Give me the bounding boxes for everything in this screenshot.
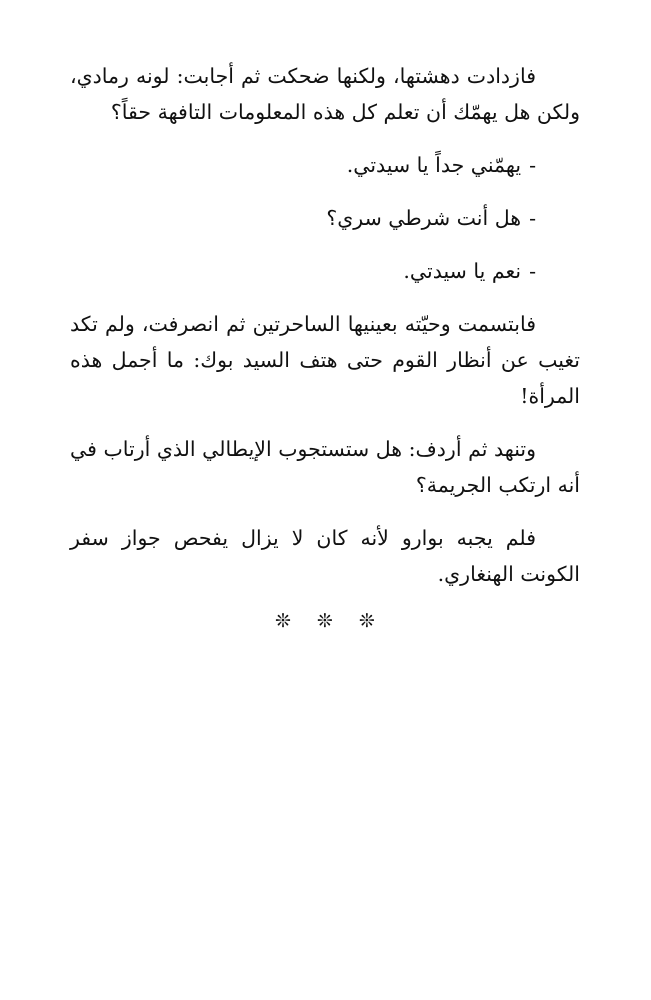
- separator-star-icon: ❊: [358, 610, 375, 632]
- separator-star-icon: ❊: [317, 610, 333, 632]
- dialogue-text: هل أنت شرطي سري؟: [326, 206, 522, 230]
- dialogue-text: نعم يا سيدتي.: [403, 259, 522, 283]
- dialogue-text: يهمّني جداً يا سيدتي.: [346, 153, 522, 177]
- dialogue-line-1: [70, 147, 580, 183]
- paragraph-narration-1: [70, 58, 580, 130]
- section-separator: [70, 609, 580, 633]
- paragraph-narration-2: [70, 306, 580, 414]
- dialogue-line-2: [70, 200, 580, 236]
- paragraph-narration-4: [70, 520, 580, 592]
- book-page: [70, 58, 580, 633]
- dialogue-dash: -: [529, 206, 536, 230]
- paragraph-text: فابتسمت وحيّته بعينيها الساحرتين ثم انصرفت، ولم تكد تغيب عن أنظار القوم حتى هتف السيد بوك: ما أجمل هذه المرأة!: [70, 312, 580, 408]
- paragraph-text: فلم يجبه بوارو لأنه كان لا يزال يفحص جواز سفر الكونت الهنغاري.: [70, 526, 580, 586]
- paragraph-text: وتنهد ثم أردف: هل ستستجوب الإيطالي الذي أرتاب في أنه ارتكب الجريمة؟: [70, 437, 580, 497]
- paragraph-text: فازدادت دهشتها، ولكنها ضحكت ثم أجابت: لونه رمادي، ولكن هل يهمّك أن تعلم كل هذه المعلومات التافهة حقاً؟: [70, 64, 580, 124]
- dialogue-dash: -: [529, 153, 536, 177]
- separator-star-icon: ❊: [275, 610, 292, 632]
- paragraph-narration-3: [70, 431, 580, 503]
- dialogue-dash: -: [529, 259, 536, 283]
- dialogue-line-3: [70, 253, 580, 289]
